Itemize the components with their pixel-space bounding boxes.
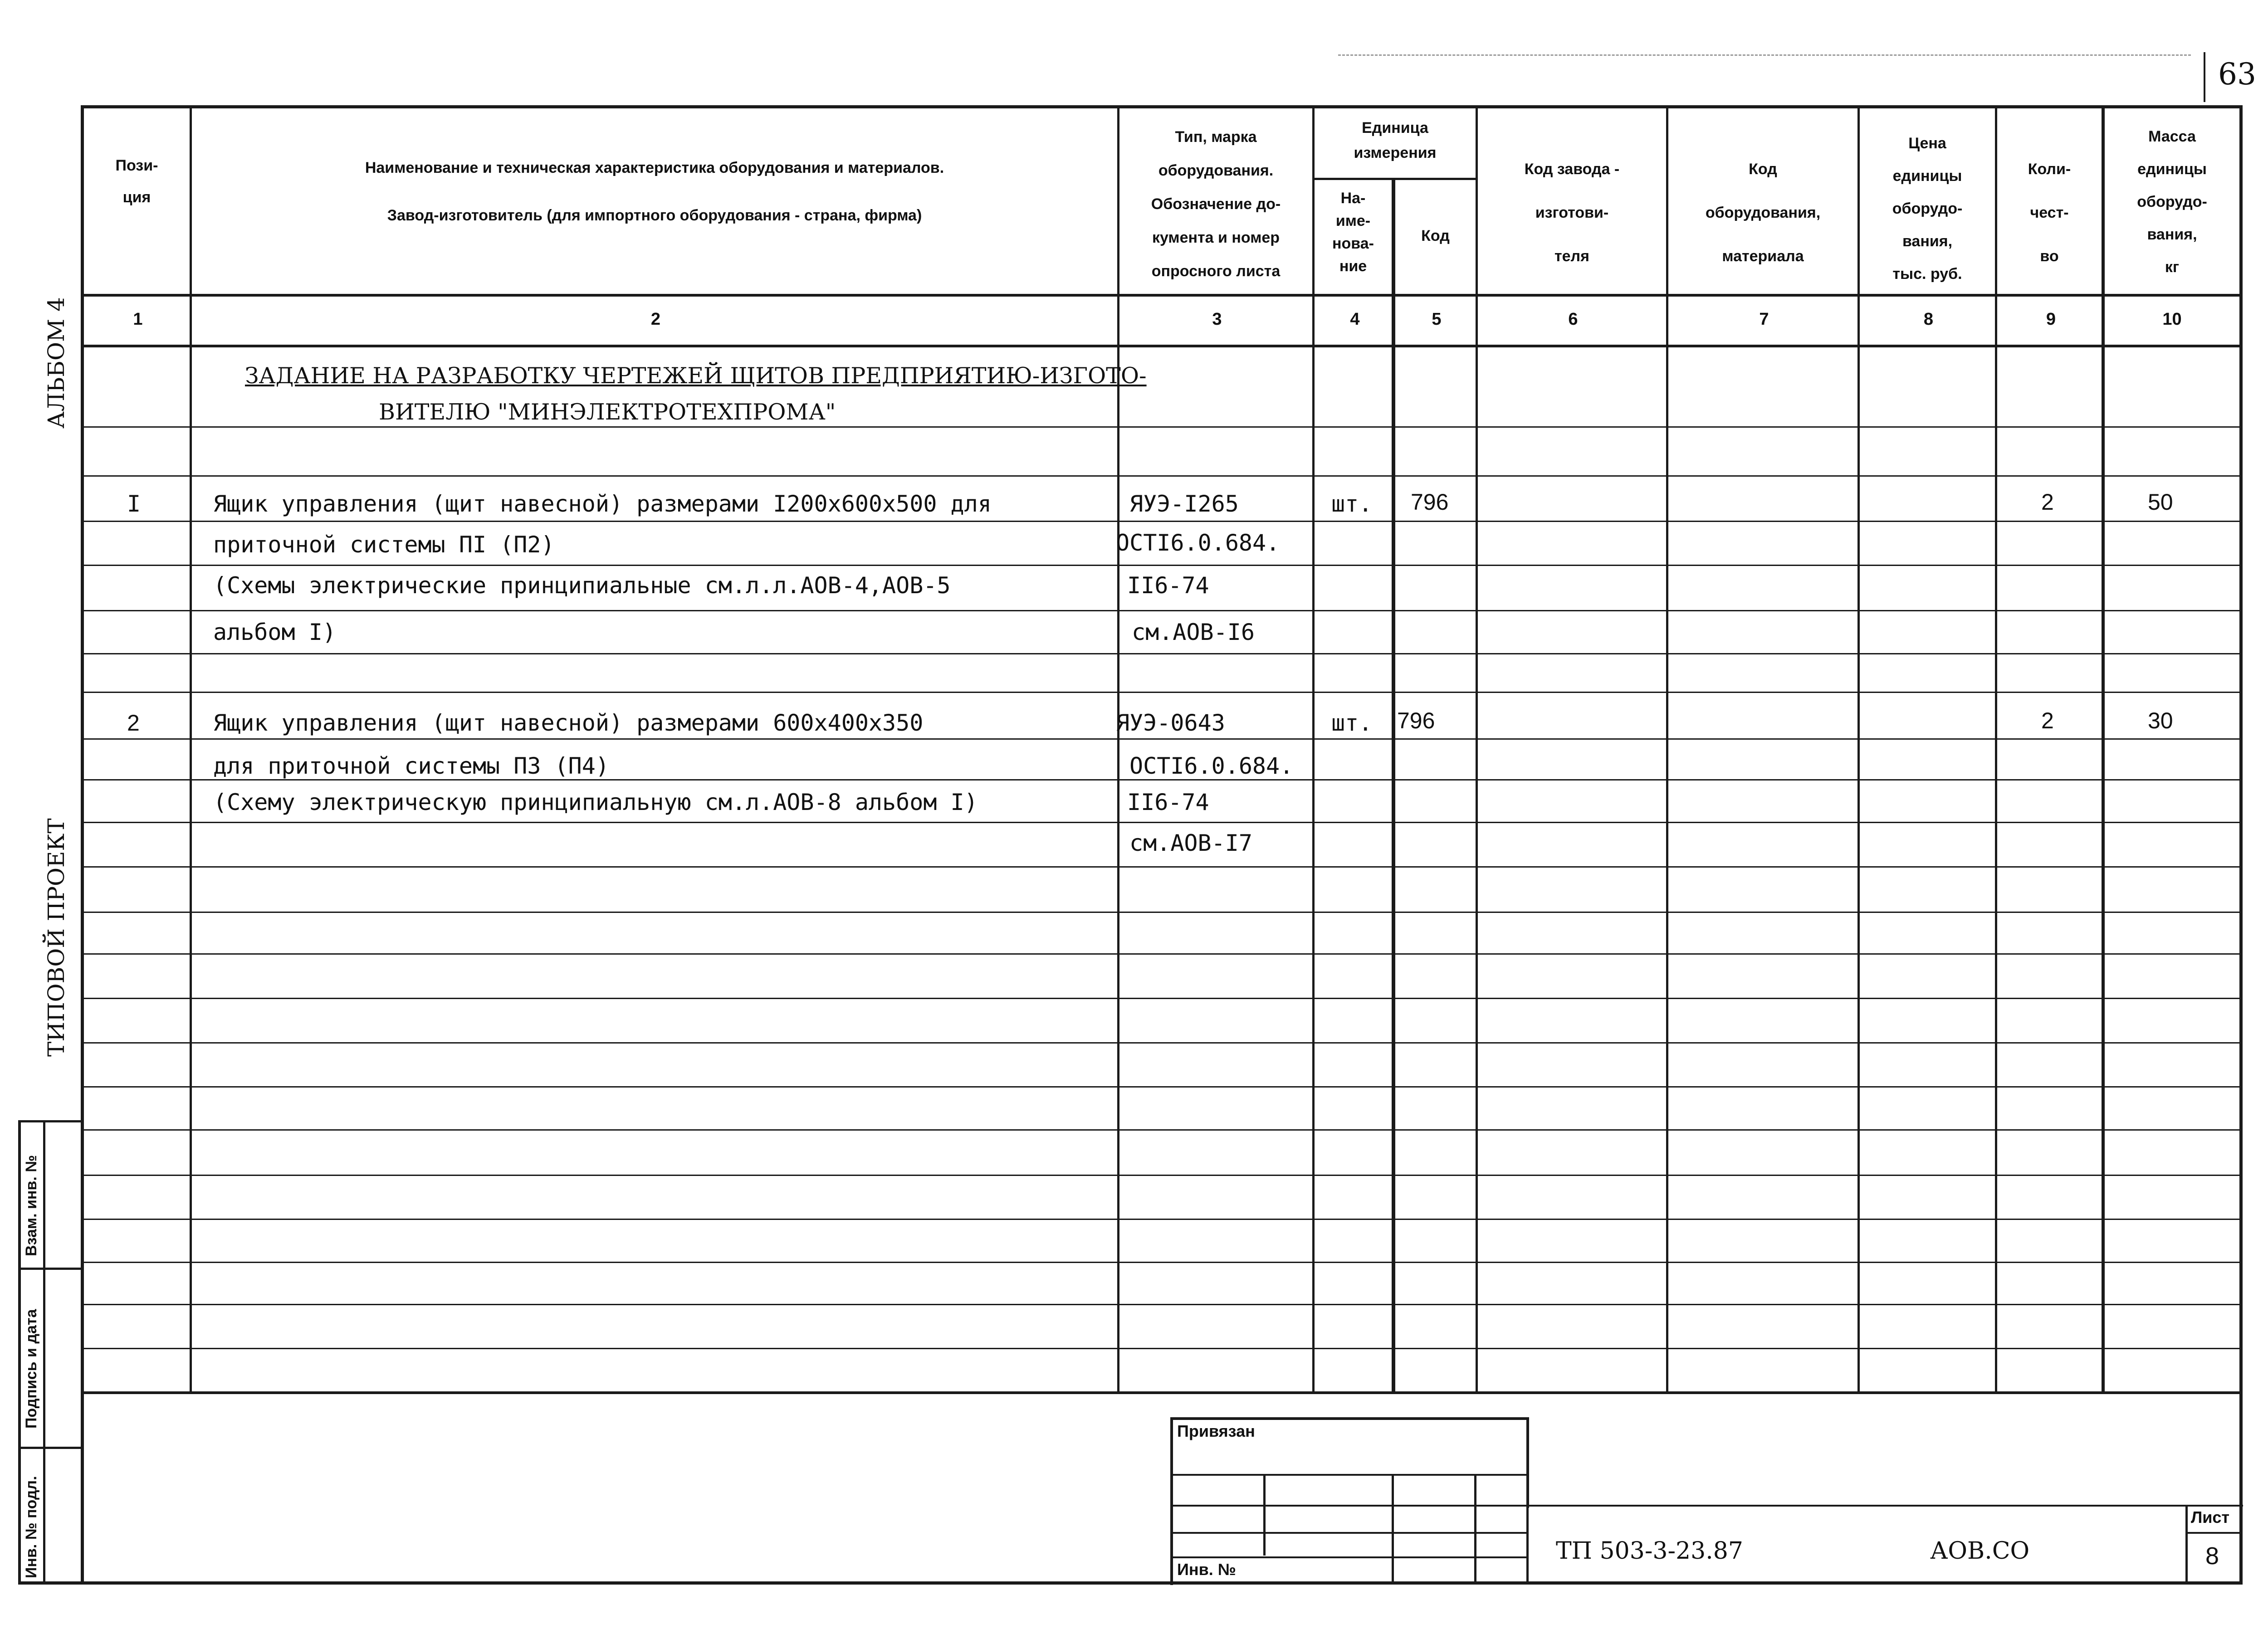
- stamp-col-left: [18, 1120, 21, 1585]
- header-equipment-code: Код оборудования, материала: [1705, 161, 1821, 265]
- column-number: 9: [2046, 310, 2056, 329]
- title-block-left: [1526, 1505, 1529, 1584]
- sheet-label: Лист: [2191, 1508, 2230, 1527]
- sheet-box-left: [2185, 1505, 2188, 1584]
- section-title-line1: ЗАДАНИЕ НА РАЗРАБОТКУ ЧЕРТЕЖЕЙ ЩИТОВ ПРЕДПРИЯТИЮ-ИЗГОТО-: [245, 363, 1147, 389]
- item-description-line: для приточной системы П3 (П4): [213, 753, 609, 779]
- table-row-line: [84, 953, 2239, 955]
- frame-left: [81, 105, 84, 1584]
- stamp-signature-date: Подпись и дата: [23, 1309, 40, 1429]
- table-bottom-line: [81, 1391, 2243, 1394]
- item-unit: шт.: [1331, 710, 1373, 736]
- sheet-code: АОВ.СО: [1930, 1537, 2030, 1565]
- stamp-bound-right: [1526, 1417, 1529, 1508]
- item-type-line: ОСТI6.0.684.: [1116, 530, 1280, 556]
- item-position: 2: [127, 710, 140, 736]
- column-number: 3: [1212, 310, 1222, 329]
- column-number: 10: [2162, 310, 2182, 329]
- stamp-bound-label: Привязан: [1177, 1422, 1255, 1440]
- table-row-line: [84, 866, 2239, 868]
- item-type-line: ЯУЭ-I265: [1129, 491, 1239, 517]
- item-description-line: альбом I): [213, 619, 336, 645]
- unit-group-divider: [1312, 178, 1476, 180]
- stamp-col-top: [18, 1120, 84, 1122]
- stamp-col-inner: [43, 1120, 45, 1585]
- table-row-line: [84, 1086, 2239, 1088]
- frame-right: [2239, 105, 2243, 1584]
- header-unit-name: На- име- нова- ние: [1332, 190, 1374, 275]
- item-unit-code: 796: [1397, 708, 1435, 733]
- table-row-line: [84, 426, 2239, 428]
- header-name-line1: Наименование и техническая характеристика оборудования и материалов.: [365, 159, 944, 176]
- table-row-line: [84, 779, 2239, 780]
- stamp-bound-top: [1170, 1417, 1529, 1420]
- table-row-line: [84, 1175, 2239, 1176]
- header-factory-code: Код завода - изготови- теля: [1524, 161, 1620, 265]
- page-number: 63: [2218, 57, 2256, 92]
- project-code: ТП 503-3-23.87: [1556, 1537, 1743, 1565]
- table-row-line: [84, 610, 2239, 611]
- header-unit-group: Единица измерения: [1354, 119, 1437, 161]
- colnum-bottom-line: [81, 345, 2243, 347]
- table-row-line: [84, 692, 2239, 693]
- item-description-line: (Схему электрическую принципиальную см.л.АОВ-8 альбом I): [213, 789, 978, 815]
- frame-bottom: [18, 1581, 2243, 1585]
- item-unit: шт.: [1331, 491, 1373, 517]
- sheet-number: 8: [2205, 1542, 2219, 1570]
- item-quantity: 2: [2041, 708, 2054, 733]
- item-type-line: II6-74: [1127, 789, 1209, 815]
- item-description-line: (Схемы электрические принципиальные см.л.л.АОВ-4,АОВ-5: [213, 572, 951, 599]
- header-name-line2: Завод-изготовитель (для импортного оборудования - страна, фирма): [387, 207, 922, 224]
- table-row-line: [84, 1129, 2239, 1131]
- stamp-div-2: [18, 1447, 84, 1449]
- stamp-replace-inv: Взам. инв. №: [23, 1155, 40, 1256]
- column-number: 1: [133, 310, 143, 329]
- header-type: Тип, марка оборудования. Обозначение до- кумента и номер опросного листа: [1151, 128, 1281, 280]
- table-row-line: [84, 653, 2239, 654]
- top-dash-line: [1338, 54, 2191, 56]
- table-row-line: [84, 1304, 2239, 1305]
- frame-top: [81, 105, 2243, 108]
- item-type-line: ОСТI6.0.684.: [1129, 753, 1294, 779]
- item-description-line: приточной системы ПI (П2): [213, 532, 555, 558]
- table-row-line: [84, 565, 2239, 566]
- item-description-line: Ящик управления (щит навесной) размерами 600x400x350: [213, 710, 924, 736]
- page-number-border: [2204, 52, 2205, 102]
- header-unit-code: Код: [1421, 227, 1450, 244]
- project-label: ТИПОВОЙ ПРОЕКТ: [43, 818, 69, 1057]
- column-number: 7: [1759, 310, 1769, 329]
- table-row-line: [84, 1042, 2239, 1044]
- table-row-line: [84, 1262, 2239, 1263]
- table-row-line: [84, 912, 2239, 913]
- stamp-inv-label: Инв. №: [1177, 1560, 1236, 1579]
- table-row-line: [84, 738, 2239, 740]
- item-mass: 30: [2148, 708, 2173, 733]
- header-price: Цена единицы оборудо- вания, тыс. руб.: [1892, 135, 1963, 283]
- item-type-line: ЯУЭ-0643: [1116, 710, 1225, 736]
- header-position: Пози- ция: [115, 157, 158, 206]
- column-number: 6: [1568, 310, 1578, 329]
- column-number: 2: [650, 310, 661, 329]
- stamp-vert-1: [1263, 1474, 1266, 1556]
- table-row-line: [84, 998, 2239, 999]
- item-quantity: 2: [2041, 489, 2054, 515]
- item-type-line: II6-74: [1127, 572, 1209, 599]
- stamp-vert-3: [1474, 1474, 1476, 1583]
- stamp-div-1: [18, 1268, 84, 1270]
- table-row-line: [84, 475, 2239, 477]
- table-row-line: [84, 822, 2239, 823]
- stamp-orig-inv: Инв. № подл.: [23, 1476, 40, 1578]
- table-row-line: [84, 521, 2239, 522]
- section-title-line2: ВИТЕЛЮ "МИНЭЛЕКТРОТЕХПРОМА": [379, 399, 836, 425]
- item-position: I: [127, 491, 141, 517]
- stamp-vert-2: [1392, 1474, 1394, 1583]
- column-number: 8: [1923, 310, 1934, 329]
- header-quantity: Коли- чест- во: [2028, 161, 2071, 265]
- column-number: 4: [1350, 310, 1360, 329]
- item-description-line: Ящик управления (щит навесной) размерами I200x600x500 для: [213, 491, 992, 517]
- item-type-line: см.АОВ-I7: [1129, 830, 1252, 856]
- stamp-bound-left: [1170, 1417, 1173, 1585]
- table-row-line: [84, 1219, 2239, 1220]
- item-unit-code: 796: [1411, 489, 1449, 515]
- header-mass: Масса единицы оборудо- вания, кг: [2137, 128, 2207, 276]
- sheet-box-mid: [2185, 1532, 2242, 1534]
- item-type-line: см.АОВ-I6: [1132, 619, 1255, 645]
- album-label: АЛЬБОМ 4: [43, 297, 69, 429]
- item-mass: 50: [2148, 489, 2173, 515]
- col-line-4: [1392, 179, 1395, 1393]
- title-block-top: [1526, 1505, 2243, 1507]
- column-number: 5: [1432, 310, 1442, 329]
- table-row-line: [84, 1348, 2239, 1349]
